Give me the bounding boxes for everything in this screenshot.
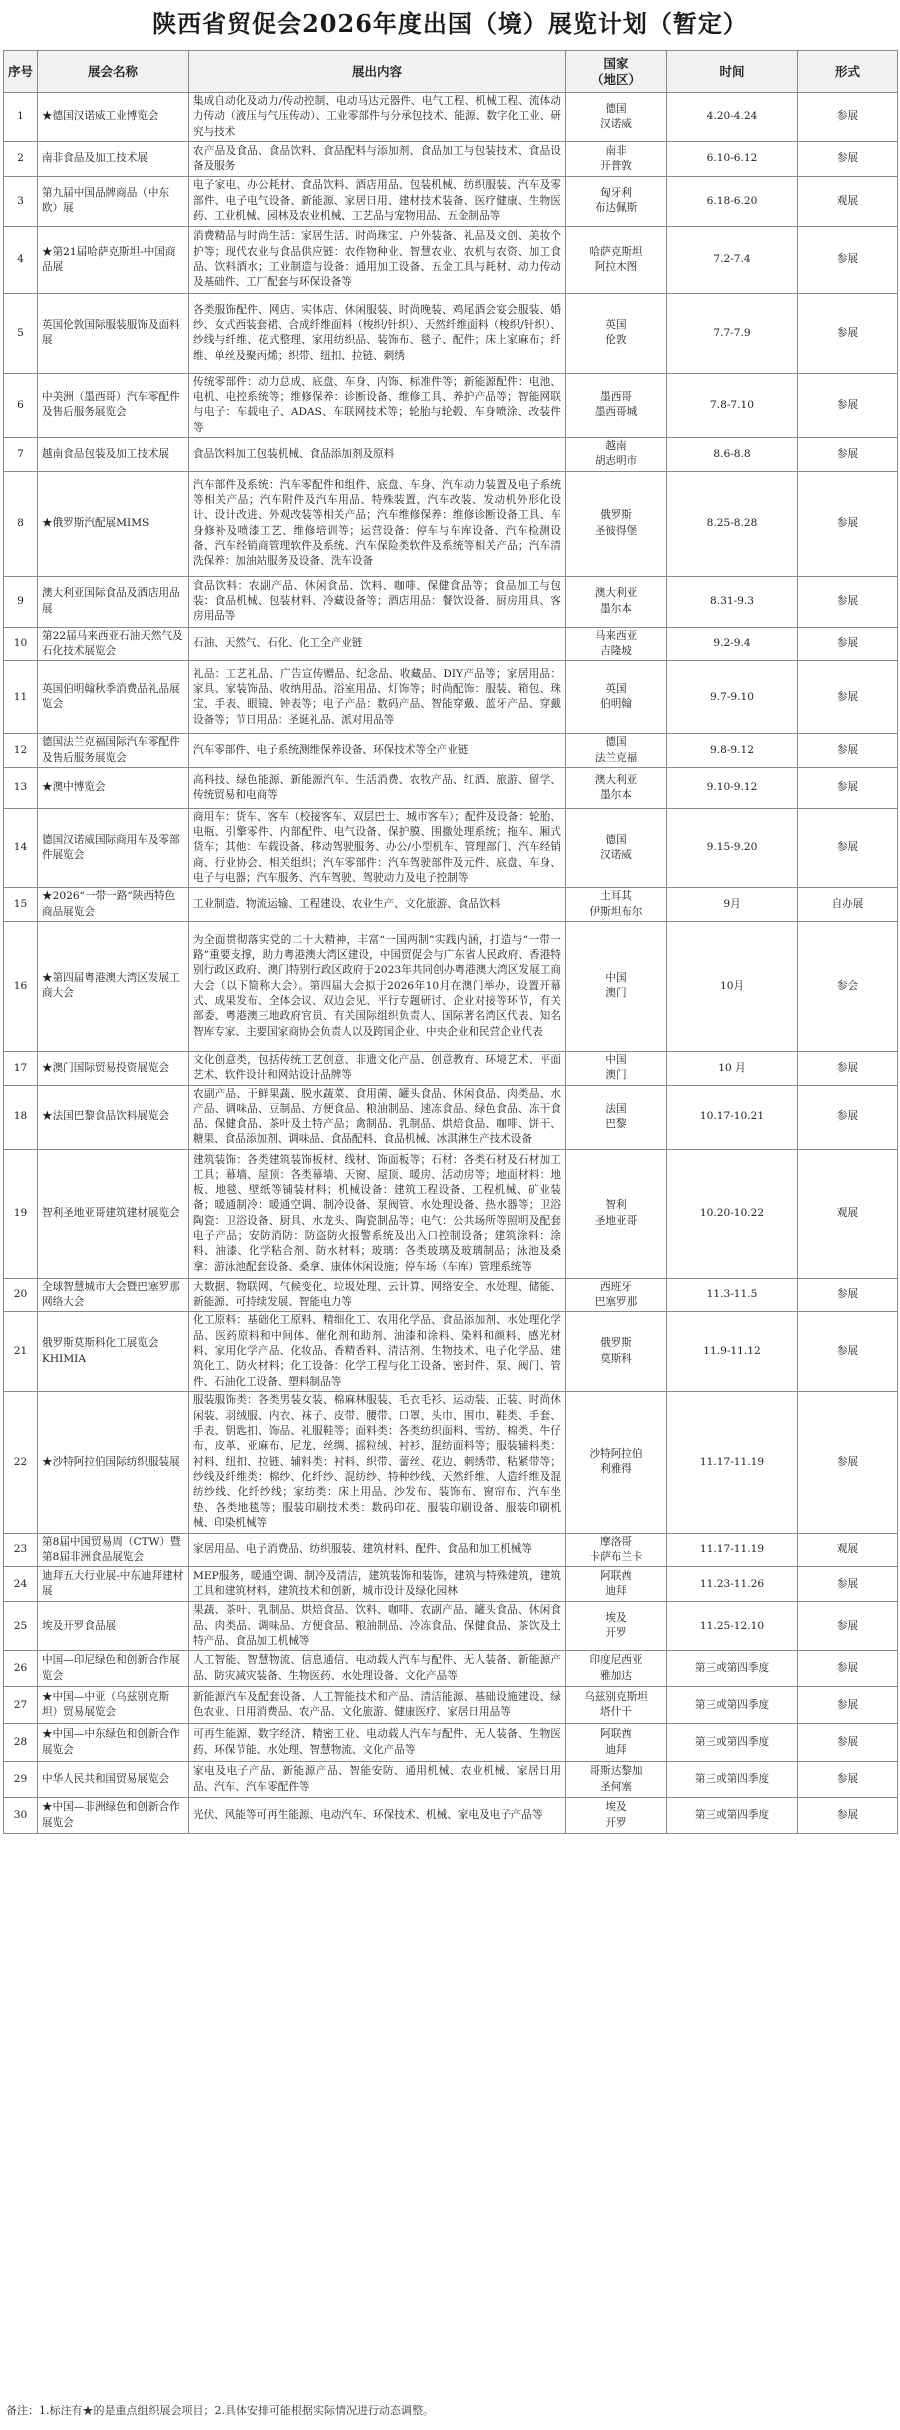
row-number: 23 — [4, 1533, 38, 1567]
country-region: 中国 澳门 — [566, 921, 667, 1051]
country-region: 阿联酋 迪拜 — [566, 1724, 667, 1762]
exhibition-content: 建筑装饰：各类建筑装饰板材、线材、饰面板等；石材：各类石材及石材加工工具；幕墙、屋顶：各类幕墙、天窗、屋顶、暖房、活动房等；地面材料：地板、地毯、壁纸等铺装材料；机械设备：建筑工程设备、工程机械、矿业装备；暖通制冷：暖通空调、制冷设备、泵阀管、水处理设备、热水器等；卫浴陶瓷：卫浴设备、厨具、水龙头、陶瓷制品等；电气：公共场所等照明及配套电子产品；安防消防：防盗防火报警系统及出入口控制设备；建筑涂料：涂料、油漆、化学粘合剂、防水材料；玻璃：各类玻璃及玻璃制品；泳池及桑拿：游泳池配套设备、桑拿、康体休闲设施；停车场（车库）管理系统等 — [189, 1149, 566, 1278]
exhibition-name: 智利圣地亚哥建筑建材展览会 — [38, 1149, 189, 1278]
row-number: 5 — [4, 293, 38, 373]
exhibition-time: 7.2-7.4 — [667, 226, 798, 293]
exhibition-content: 可再生能源、数字经济、精密工业、电动载人汽车与配件、无人装备、生物医药、环保节能、水处理、智慧物流、文化产品等 — [189, 1724, 566, 1762]
exhibition-name: ★中国—中东绿色和创新合作展览会 — [38, 1724, 189, 1762]
table-row — [4, 141, 898, 176]
country-region: 俄罗斯 圣彼得堡 — [566, 471, 667, 576]
table-row — [4, 661, 898, 734]
table-header-row — [4, 51, 898, 93]
participation-form: 参展 — [798, 1724, 898, 1762]
exhibition-time: 11.23-11.26 — [667, 1567, 798, 1602]
participation-form: 参展 — [798, 661, 898, 734]
row-number: 7 — [4, 438, 38, 472]
country-region: 西班牙 巴塞罗那 — [566, 1278, 667, 1312]
row-number: 25 — [4, 1602, 38, 1651]
exhibition-time: 第三或第四季度 — [667, 1724, 798, 1762]
row-number: 22 — [4, 1391, 38, 1533]
exhibition-content: 汽车部件及系统：汽车零配件和组件、底盘、车身、汽车动力装置及电子系统等相关产品；汽车附件及汽车用品、特殊装置，汽车改装、发动机外形化设计、设计改进、外观改装等相关产品；汽车维修保养：维修诊断设备工具、车身修补及喷漆工艺、维修培训等；运营设备：停车与车库设备、汽车检测设备、汽车经销商管理软件及系统、汽车保险类软件及系统等相关产品；汽车清洗保养：加油站服务及设备、洗车设备 — [189, 471, 566, 576]
country-region: 印度尼西亚 雅加达 — [566, 1651, 667, 1687]
exhibition-time: 9.8-9.12 — [667, 734, 798, 768]
table-row — [4, 1602, 898, 1651]
country-region: 南非 开普敦 — [566, 141, 667, 176]
exhibition-content: 各类服饰配件、网店、实体店、休闲服装、时尚晚装、鸡尾酒会宴会服装、婚纱、女式西装套裙、合成纤维面料（梭织/针织）、天然纤维面料（梭织/针织）、纱线与纤维、花式整理、家用纺织品、装饰布、毯子、配件；床上家麻布；纤维、单丝及聚丙烯；织带、纽扣、拉链、刺绣 — [189, 293, 566, 373]
exhibition-content: 家电及电子产品、新能源产品、智能安防、通用机械、农业机械、家居日用品、汽车、汽车零配件等 — [189, 1762, 566, 1798]
country-region: 澳大利亚 墨尔本 — [566, 767, 667, 808]
exhibition-name: 中国—印尼绿色和创新合作展览会 — [38, 1651, 189, 1687]
participation-form: 参会 — [798, 921, 898, 1051]
exhibition-time: 第三或第四季度 — [667, 1798, 798, 1834]
exhibition-content: 为全面贯彻落实党的二十大精神，丰富“一国两制”实践内涵，打造与“一带一路”重要支撑，助力粤港澳大湾区建设，中国贸促会与广东省人民政府、香港特别行政区政府、澳门特别行政区政府于2023年共同创办粤港澳大湾区发展工商大会（以下简称大会）。第四届大会拟于2026年10月在澳门举办，设置开幕式、成果发布、全体会议、双边会见、平行专题研讨、企业对接等环节，有关部委、粤港澳三地政府官员、有关国际组织负责人、国际著名湾区代表、知名智库专家、主要国家商协会负责人以及跨国企业、中央企业和民营企业代表 — [189, 921, 566, 1051]
table-row — [4, 1312, 898, 1391]
exhibition-content: 食品饮料：农副产品、休闲食品、饮料、咖啡、保健食品等；食品加工与包装：食品机械、包装材料、冷藏设备等；酒店用品：餐饮设备、厨房用具、客房用品等 — [189, 576, 566, 627]
exhibition-name: 埃及开罗食品展 — [38, 1602, 189, 1651]
exhibition-content: 汽车零部件、电子系统测维保养设备、环保技术等全产业链 — [189, 734, 566, 768]
table-row — [4, 888, 898, 922]
exhibition-time: 11.25-12.10 — [667, 1602, 798, 1651]
row-number: 16 — [4, 921, 38, 1051]
table-row — [4, 1278, 898, 1312]
participation-form: 参展 — [798, 1567, 898, 1602]
country-region: 马来西亚 吉隆坡 — [566, 627, 667, 661]
exhibition-time: 9.10-9.12 — [667, 767, 798, 808]
exhibition-time: 11.9-11.12 — [667, 1312, 798, 1391]
exhibition-name: ★澳门国际贸易投资展览会 — [38, 1051, 189, 1085]
row-number: 28 — [4, 1724, 38, 1762]
participation-form: 参展 — [798, 808, 898, 887]
country-region: 乌兹别克斯坦 塔什干 — [566, 1687, 667, 1724]
header-cell: 时间 — [667, 51, 798, 93]
exhibition-time: 11.3-11.5 — [667, 1278, 798, 1312]
exhibition-time: 8.25-8.28 — [667, 471, 798, 576]
row-number: 11 — [4, 661, 38, 734]
exhibition-name: 澳大利亚国际食品及酒店用品展 — [38, 576, 189, 627]
participation-form: 参展 — [798, 1798, 898, 1834]
exhibition-content: 家居用品、电子消费品、纺织服装、建筑材料、配件、食品和加工机械等 — [189, 1533, 566, 1567]
country-region: 哥斯达黎加 圣何塞 — [566, 1762, 667, 1798]
exhibition-time: 第三或第四季度 — [667, 1651, 798, 1687]
country-region: 德国 汉诺威 — [566, 93, 667, 142]
table-row — [4, 576, 898, 627]
exhibition-time: 6.18-6.20 — [667, 176, 798, 226]
exhibition-content: MEP服务，暖通空调、制冷及清洁，建筑装饰和装饰，建筑与特殊建筑，建筑工具和建筑材料，建筑技术和创新，城市设计及绿化园林 — [189, 1567, 566, 1602]
exhibition-content: 高科技、绿色能源、新能源汽车、生活消费、农牧产品、红酒、旅游、留学、传统贸易和电商等 — [189, 767, 566, 808]
table-row — [4, 1651, 898, 1687]
table-row — [4, 1391, 898, 1533]
exhibition-content: 新能源汽车及配套设备、人工智能技术和产品、清洁能源、基础设施建设、绿色农业、日用消费品、农产品、文化旅游、健康医疗、家居日用品等 — [189, 1687, 566, 1724]
exhibition-time: 9月 — [667, 888, 798, 922]
exhibition-name: ★俄罗斯汽配展MIMS — [38, 471, 189, 576]
row-number: 20 — [4, 1278, 38, 1312]
participation-form: 参展 — [798, 1278, 898, 1312]
row-number: 1 — [4, 93, 38, 142]
row-number: 30 — [4, 1798, 38, 1834]
exhibition-name: 第8届中国贸易周（CTW）暨第8届非洲食品展览会 — [38, 1533, 189, 1567]
participation-form: 参展 — [798, 1391, 898, 1533]
header-cell: 展出内容 — [189, 51, 566, 93]
participation-form: 观展 — [798, 176, 898, 226]
exhibition-name: 俄罗斯莫斯科化工展览会KHIMIA — [38, 1312, 189, 1391]
participation-form: 参展 — [798, 576, 898, 627]
exhibition-content: 大数据、物联网、气候变化、垃圾处理、云计算、网络安全、水处理、储能、新能源、可持续发展、智能电力等 — [189, 1278, 566, 1312]
country-region: 英国 伯明翰 — [566, 661, 667, 734]
country-region: 埃及 开罗 — [566, 1798, 667, 1834]
row-number: 9 — [4, 576, 38, 627]
table-row — [4, 471, 898, 576]
table-row — [4, 627, 898, 661]
exhibition-content: 文化创意类，包括传统工艺创意、非遗文化产品、创意教育、环境艺术、平面艺术、软件设计和网站设计品牌等 — [189, 1051, 566, 1085]
country-region: 法国 巴黎 — [566, 1085, 667, 1149]
row-number: 13 — [4, 767, 38, 808]
exhibition-name: 中华人民共和国贸易展览会 — [38, 1762, 189, 1798]
row-number: 17 — [4, 1051, 38, 1085]
table-row — [4, 226, 898, 293]
exhibition-name: 南非食品及加工技术展 — [38, 141, 189, 176]
row-number: 2 — [4, 141, 38, 176]
table-row — [4, 438, 898, 472]
row-number: 3 — [4, 176, 38, 226]
exhibition-time: 7.7-7.9 — [667, 293, 798, 373]
row-number: 24 — [4, 1567, 38, 1602]
table-row — [4, 1085, 898, 1149]
country-region: 阿联酋 迪拜 — [566, 1567, 667, 1602]
row-number: 21 — [4, 1312, 38, 1391]
exhibition-content: 农副产品、干鲜果蔬、脱水蔬菜、食用菌、罐头食品、休闲食品、肉类品、水产品、调味品、豆制品、方便食品、粮油制品、速冻食品、绿色食品、冻干食品、保健食品、茶叶及土特产品；禽制品、乳制品、烘焙食品、咖啡、饼干、糖果、食品添加剂、调味品、食品配料、食品机械、冰淇淋生产技术设备 — [189, 1085, 566, 1149]
exhibition-content: 商用车：货车、客车（校接客车、双层巴士、城市客车）；配件及设备：轮胎、电瓶、引擎零件、内部配件、电气设备、保护膜、围撤处理系统；拖车、厢式货车；其他：车载设备、移动驾驶服务、办公/小型机车、管理部门、汽车经销商、行业协会、相关组织；汽车零部件：汽车驾驶部件及元件、底盘、车身、电子与电器；汽车服务、汽车驾驶、驾驶动力及电子控制等 — [189, 808, 566, 887]
header-cell: 形式 — [798, 51, 898, 93]
exhibition-content: 服装服饰类：各类男装女装、棉麻林服装、毛衣毛衫、运动装、正装、时尚休闲装、羽绒服、内衣、袜子、皮带、腰带、口罩、头巾、围巾、鞋类、手套、手表、钥匙扣、饰品、礼服鞋等；面料类：各类纺织面料、雪纺、棉类、牛仔布、皮革、亚麻布、尼龙、丝绸、摇粒绒、衬衫、混纺面料等；服装辅料类：衬料、纽扣、拉链、辅料类：衬料、织带、蕾丝、花边、刺绣带、粘紧带等；纱线及纤维类：棉纱、化纤纱、混纺纱、特种纱线、天然纤维、人造纤维及混纺纱线、化纤纱线；家纺类：床上用品、沙发布、装饰布、窗帘布、汽车坐垫、各类地毯等；服装印刷技术类：数码印花、服装印刷设备、服装印刷机械、印染机械等 — [189, 1391, 566, 1533]
exhibition-time: 6.10-6.12 — [667, 141, 798, 176]
country-region: 澳大利亚 墨尔本 — [566, 576, 667, 627]
table-row — [4, 1762, 898, 1798]
row-number: 10 — [4, 627, 38, 661]
participation-form: 参展 — [798, 767, 898, 808]
table-row — [4, 1724, 898, 1762]
exhibition-name: 英国伯明翰秋季消费品礼品展览会 — [38, 661, 189, 734]
participation-form: 参展 — [798, 1687, 898, 1724]
exhibition-name: ★第21届哈萨克斯坦-中国商品展 — [38, 226, 189, 293]
exhibition-time: 10.20-10.22 — [667, 1149, 798, 1278]
row-number: 6 — [4, 373, 38, 437]
row-number: 12 — [4, 734, 38, 768]
row-number: 18 — [4, 1085, 38, 1149]
table-row — [4, 808, 898, 887]
participation-form: 参展 — [798, 734, 898, 768]
country-region: 中国 澳门 — [566, 1051, 667, 1085]
country-region: 智利 圣地亚哥 — [566, 1149, 667, 1278]
exhibition-name: 德国法兰克福国际汽车零配件及售后服务展览会 — [38, 734, 189, 768]
table-row — [4, 93, 898, 142]
page-title: 陕西省贸促会2026年度出国（境）展览计划（暂定） — [152, 9, 748, 38]
exhibition-time: 8.31-9.3 — [667, 576, 798, 627]
exhibition-time: 第三或第四季度 — [667, 1762, 798, 1798]
exhibition-content: 集成自动化及动力/传动控制、电动马达元器件、电气工程、机械工程、流体动力传动（液压与气压传动）、工业零部件与分承包技术、能源、数字化工业、研究与技术 — [189, 93, 566, 142]
footnote: 备注：1.标注有★的是重点组织展会项目；2.具体安排可能根据实际情况进行动态调整。 — [6, 2404, 434, 2417]
row-number: 29 — [4, 1762, 38, 1798]
exhibition-name: 英国伦敦国际服装服饰及面料展 — [38, 293, 189, 373]
exhibition-name: 迪拜五大行业展-中东迪拜建材展 — [38, 1567, 189, 1602]
exhibition-content: 传统零部件：动力总成、底盘、车身、内饰、标准件等；新能源配件：电池、电机、电控系统等；维修保养：诊断设备、维修工具、养护产品等；智能网联与电子：车载电子、ADAS、车联网技术等；轮胎与轮毂、车身喷涂、改装件等 — [189, 373, 566, 437]
exhibition-content: 礼品：工艺礼品、广告宣传赠品、纪念品、收藏品、DIY产品等；家居用品：家具、家装饰品、收纳用品、浴室用品、灯饰等；时尚配饰：服装、箱包、珠宝、手表、眼镜、钟表等；电子产品：数码产品、智能穿戴、蓝牙产品、穿戴设备等；节日用品：圣诞礼品、派对用品等 — [189, 661, 566, 734]
exhibition-content: 食品饮料加工包装机械、食品添加剂及原料 — [189, 438, 566, 472]
exhibition-content: 石油、天然气、石化、化工全产业链 — [189, 627, 566, 661]
table-row — [4, 1533, 898, 1567]
exhibition-name: ★法国巴黎食品饮料展览会 — [38, 1085, 189, 1149]
country-region: 俄罗斯 莫斯科 — [566, 1312, 667, 1391]
participation-form: 参展 — [798, 1051, 898, 1085]
exhibition-name: 中美洲（墨西哥）汽车零配件及售后服务展览会 — [38, 373, 189, 437]
country-region: 英国 伦敦 — [566, 293, 667, 373]
country-region: 沙特阿拉伯 利雅得 — [566, 1391, 667, 1533]
country-region: 哈萨克斯坦 阿拉木图 — [566, 226, 667, 293]
exhibition-time: 9.15-9.20 — [667, 808, 798, 887]
table-row — [4, 1567, 898, 1602]
exhibition-time: 10月 — [667, 921, 798, 1051]
table-row — [4, 293, 898, 373]
table-row — [4, 767, 898, 808]
exhibition-time: 9.2-9.4 — [667, 627, 798, 661]
exhibition-name: ★澳中博览会 — [38, 767, 189, 808]
participation-form: 参展 — [798, 1651, 898, 1687]
exhibition-name: ★2026“一带一路”陕西特色商品展览会 — [38, 888, 189, 922]
exhibition-content: 果蔬、茶叶、乳制品、烘焙食品、饮料、咖啡、农副产品、罐头食品、休闲食品、肉类品、调味品、方便食品、粮油制品、冷冻食品、保健食品、茶饮及土特产品、食品加工机械等 — [189, 1602, 566, 1651]
exhibition-name: 德国汉诺威国际商用车及零部件展览会 — [38, 808, 189, 887]
row-number: 15 — [4, 888, 38, 922]
exhibition-plan-table — [3, 50, 898, 1834]
exhibition-time: 11.17-11.19 — [667, 1533, 798, 1567]
participation-form: 参展 — [798, 226, 898, 293]
exhibition-content: 光伏、风能等可再生能源、电动汽车、环保技术、机械、家电及电子产品等 — [189, 1798, 566, 1834]
exhibition-name: ★中国—中亚（乌兹别克斯坦）贸易展览会 — [38, 1687, 189, 1724]
table-row — [4, 1687, 898, 1724]
exhibition-content: 电子家电、办公耗材、食品饮料、酒店用品、包装机械、纺织服装、汽车及零部件、电子电气设备、新能源、家居日用、建材技术装备、医疗健康、生物医药、工业机械、园林及农业机械、工艺品与宠物用品、五金制品等 — [189, 176, 566, 226]
row-number: 26 — [4, 1651, 38, 1687]
exhibition-name: ★德国汉诺威工业博览会 — [38, 93, 189, 142]
country-region: 土耳其 伊斯坦布尔 — [566, 888, 667, 922]
table-row — [4, 1051, 898, 1085]
exhibition-time: 第三或第四季度 — [667, 1687, 798, 1724]
row-number: 4 — [4, 226, 38, 293]
participation-form: 参展 — [798, 293, 898, 373]
exhibition-name: ★第四届粤港澳大湾区发展工商大会 — [38, 921, 189, 1051]
header-cell: 序号 — [4, 51, 38, 93]
exhibition-time: 11.17-11.19 — [667, 1391, 798, 1533]
header-cell: 展会名称 — [38, 51, 189, 93]
row-number: 14 — [4, 808, 38, 887]
exhibition-name: ★中国—非洲绿色和创新合作展览会 — [38, 1798, 189, 1834]
exhibition-content: 人工智能、智慧物流、信息通信、电动载人汽车与配件、无人装备、新能源产品、防灾减灾装备、生物医药、水处理设备、文化产品等 — [189, 1651, 566, 1687]
participation-form: 参展 — [798, 1312, 898, 1391]
exhibition-time: 7.8-7.10 — [667, 373, 798, 437]
row-number: 27 — [4, 1687, 38, 1724]
table-row — [4, 373, 898, 437]
participation-form: 参展 — [798, 141, 898, 176]
participation-form: 参展 — [798, 1762, 898, 1798]
exhibition-time: 9.7-9.10 — [667, 661, 798, 734]
table-row — [4, 1149, 898, 1278]
participation-form: 参展 — [798, 1085, 898, 1149]
row-number: 19 — [4, 1149, 38, 1278]
country-region: 摩洛哥 卡萨布兰卡 — [566, 1533, 667, 1567]
participation-form: 参展 — [798, 438, 898, 472]
country-region: 德国 法兰克福 — [566, 734, 667, 768]
participation-form: 参展 — [798, 373, 898, 437]
exhibition-content: 工业制造、物流运输、工程建设、农业生产、文化旅游、食品饮料 — [189, 888, 566, 922]
exhibition-name: 第22届马来西亚石油天然气及石化技术展览会 — [38, 627, 189, 661]
country-region: 匈牙利 布达佩斯 — [566, 176, 667, 226]
exhibition-name: ★沙特阿拉伯国际纺织服装展 — [38, 1391, 189, 1533]
header-cell: 国家 （地区） — [566, 51, 667, 93]
country-region: 德国 汉诺威 — [566, 808, 667, 887]
exhibition-time: 4.20-4.24 — [667, 93, 798, 142]
exhibition-time: 10 月 — [667, 1051, 798, 1085]
table-row — [4, 734, 898, 768]
exhibition-name: 第九届中国品牌商品（中东欧）展 — [38, 176, 189, 226]
exhibition-content: 化工原料：基础化工原料、精细化工、农用化学品、食品添加剂、水处理化学品、医药原料和中间体、催化剂和助剂、油漆和涂料、染料和颜料、感光材料、家用化学产品、化妆品、香精香料、清洁剂、生物技术、电子化学品、建筑化工、防火材料；化工设备：化学工程与化工设备、密封件、泵、阀门、管件、石油化工设备、塑料制品等 — [189, 1312, 566, 1391]
exhibition-content: 消费精品与时尚生活：家居生活、时尚珠宝、户外装备、礼品及文创、美妆个护等；现代农业与食品供应链：农作物种业、智慧农业、农机与农资、加工食品、饮料酒水；工业制造与设备：通用加工设备、五金工具与耗材、动力传动及基础件、工厂配套与环保设备等 — [189, 226, 566, 293]
table-body — [4, 93, 898, 1834]
participation-form: 参展 — [798, 1602, 898, 1651]
table-row — [4, 921, 898, 1051]
table-row — [4, 1798, 898, 1834]
exhibition-time: 8.6-8.8 — [667, 438, 798, 472]
exhibition-name: 全球智慧城市大会暨巴塞罗那网络大会 — [38, 1278, 189, 1312]
exhibition-content: 农产品及食品、食品饮料、食品配料与添加剂、食品加工与包装技术、食品设备及服务 — [189, 141, 566, 176]
participation-form: 参展 — [798, 471, 898, 576]
country-region: 墨西哥 墨西哥城 — [566, 373, 667, 437]
country-region: 埃及 开罗 — [566, 1602, 667, 1651]
table-row — [4, 176, 898, 226]
exhibition-time: 10.17-10.21 — [667, 1085, 798, 1149]
participation-form: 观展 — [798, 1533, 898, 1567]
participation-form: 参展 — [798, 627, 898, 661]
country-region: 越南 胡志明市 — [566, 438, 667, 472]
row-number: 8 — [4, 471, 38, 576]
participation-form: 参展 — [798, 93, 898, 142]
participation-form: 自办展 — [798, 888, 898, 922]
participation-form: 观展 — [798, 1149, 898, 1278]
exhibition-name: 越南食品包装及加工技术展 — [38, 438, 189, 472]
